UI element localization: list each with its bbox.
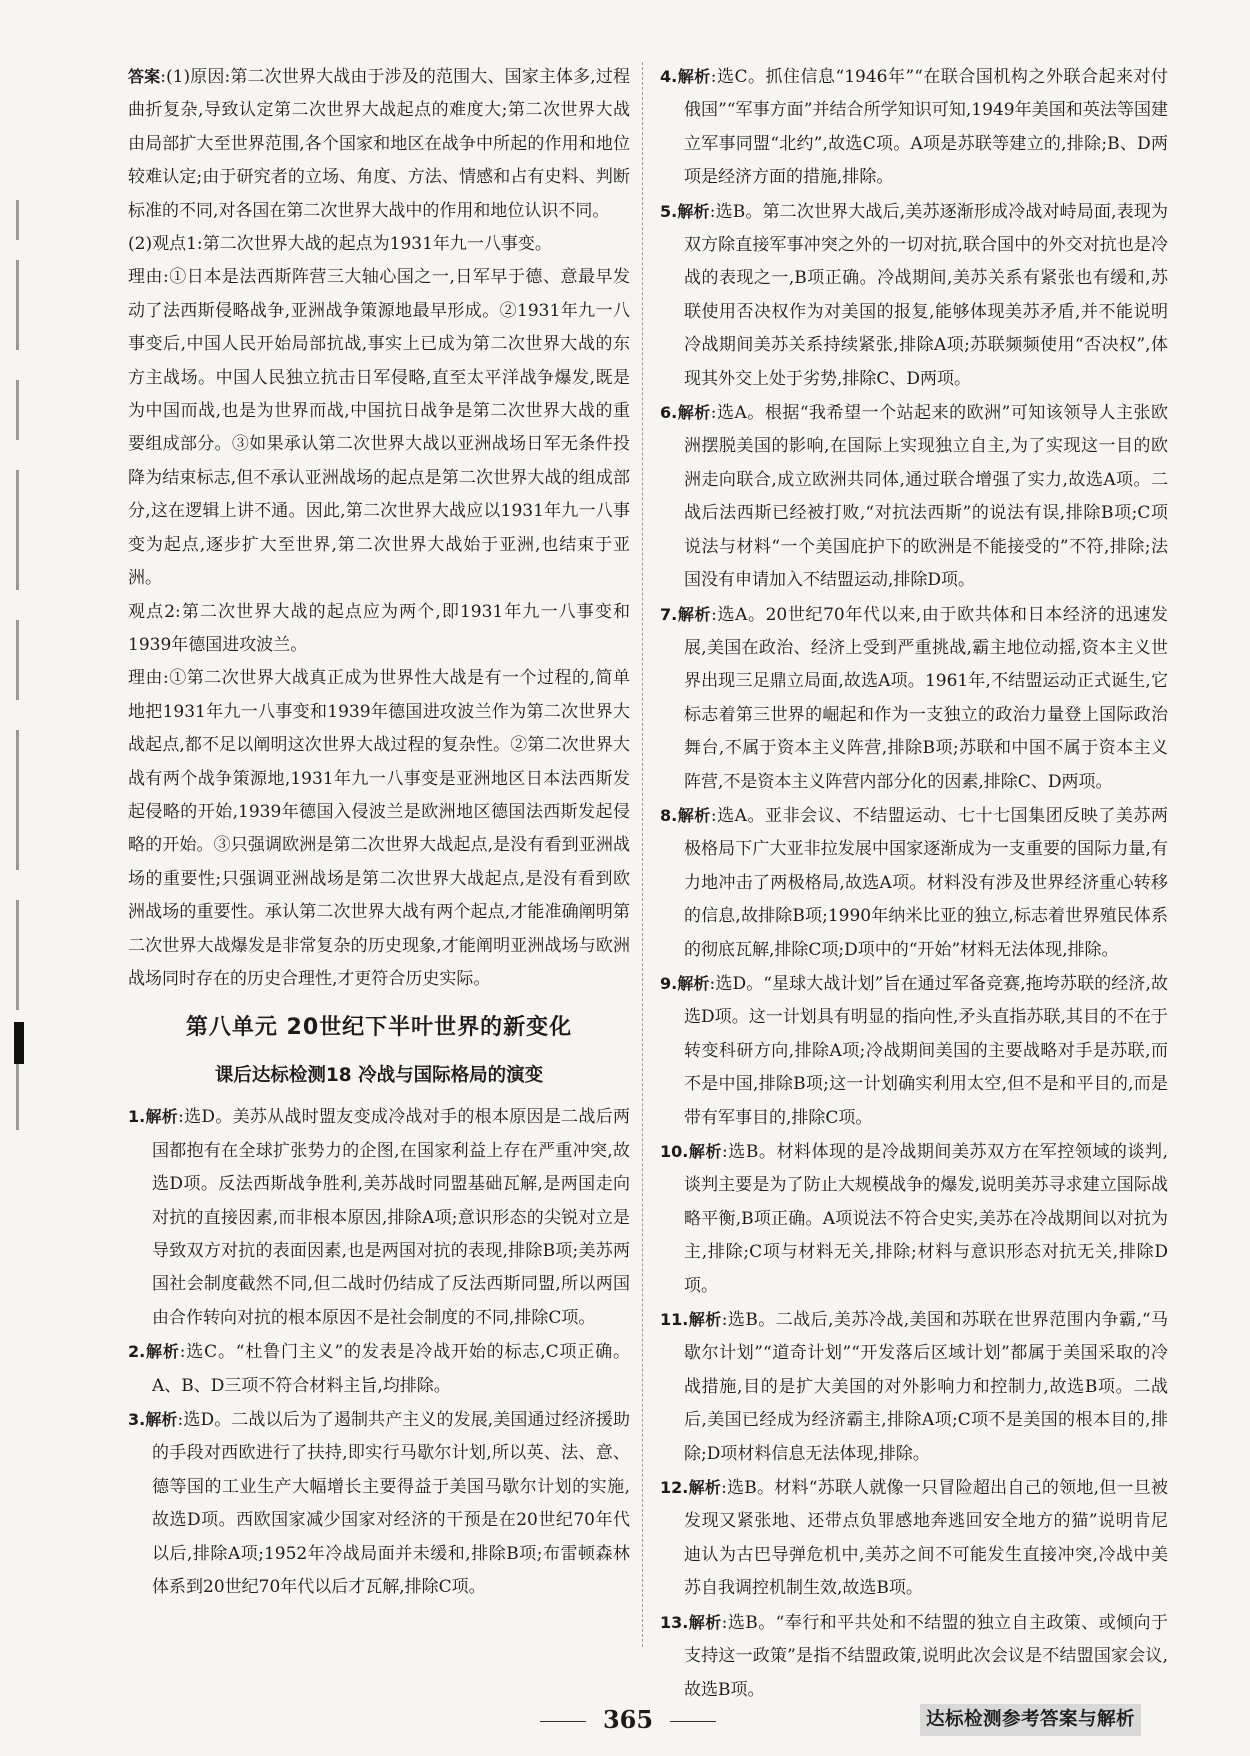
- analysis-text: :选C。“杜鲁门主义”的发表是冷战开始的标志,C项正确。A、B、D三项不符合材料主旨,均排除。: [152, 1342, 630, 1396]
- question-item: [660, 396, 1168, 597]
- answer-paragraph: [128, 60, 630, 228]
- analysis-text: :选D。二战以后为了遏制共产主义的发展,美国通过经济援助的手段对西欧进行了扶持,即实行马歇尔计划,所以英、法、意、德等国的工业生产大幅增长主要得益于美国马歇尔计划的实施,故选D项。西欧国家减少国家对经济的干预是在20世纪70年代以后,排除A项;1952年冷战局面并未缓和,排除B项;布雷顿森林体系到20世纪70年代以后才瓦解,排除C项。: [152, 1410, 630, 1598]
- analysis-label: 解析: [145, 1107, 179, 1127]
- analysis-label: 解析: [677, 805, 711, 825]
- analysis-label: 解析: [677, 201, 710, 221]
- analysis-label: 解析: [688, 1612, 722, 1632]
- question-number: 6.: [660, 403, 678, 423]
- analysis-text: :选B。二战后,美苏冷战,美国和苏联在世界范围内争霸,“马歇尔计划”“道奇计划”“开发落后区域计划”都属于美国采取的冷战措施,目的是扩大美国的对外影响力和控制力,故选B项。二战后,美国已经成为经济霸主,排除A项;C项不是美国的根本目的,排除;D项材料信息无法体现,排除。: [684, 1310, 1168, 1464]
- footer-brand: 达标检测参考答案与解析: [920, 1704, 1141, 1736]
- analysis-label: 解析: [688, 1142, 723, 1161]
- lesson-title: 课后达标检测18 冷战与国际格局的演变: [214, 1065, 544, 1087]
- reason-2: 理由:①第二次世界大战真正成为世界性大战是有一个过程的,简单地把1931年九一八事变和1939年德国进攻波兰作为第二次世界大战起点,都不足以阐明这次世界大战过程的复杂性。②第二次世界大战有两个战争策源地,1931年九一八事变是亚洲地区日本法西斯发起侵略的开始,1939年德国入侵波兰是欧洲地区德国法西斯发起侵略的开始。③只强调欧洲是第二次世界大战起点,是没有看到亚洲战场的重要性;只强调亚洲战场是第二次世界大战起点,是没有看到欧洲战场的重要性。承认第二次世界大战有两个起点,才能准确阐明第二次世界大战爆发是非常复杂的历史现象,才能阐明亚洲战场与欧洲战场同时存在的历史合理性,才更符合历史实际。: [128, 668, 630, 989]
- answer-label: 答案: [128, 67, 161, 86]
- analysis-label: 解析: [145, 1342, 180, 1362]
- question-item: [660, 1135, 1168, 1303]
- footer-dash-right: [670, 1721, 716, 1722]
- binding-edge-marks: [8, 200, 30, 1160]
- viewpoint-2: 观点2:第二次世界大战的起点应为两个,即1931年九一八事变和1939年德国进攻波兰。: [128, 601, 630, 655]
- analysis-label: 解析: [688, 1478, 722, 1498]
- question-item: [660, 1606, 1168, 1707]
- analysis-text: :选D。“星球大战计划”旨在通过军备竞赛,拖垮苏联的经济,故选D项。这一计划具有明显的指向性,矛头直指苏联,其目的不在于转变科研方向,排除A项;冷战期间美国的主要战略对手是苏联,而不是中国,排除B项;这一计划确实利用太空,但不是和平目的,而是带有军事目的,排除C项。: [684, 973, 1168, 1128]
- question-item: [128, 1100, 630, 1335]
- question-item: [660, 967, 1168, 1135]
- analysis-text: :选D。美苏从战时盟友变成冷战对手的根本原因是二战后两国都抱有在全球扩张势力的企图,在国家利益上存在严重冲突,故选D项。反法西斯战争胜利,美苏战时同盟基础瓦解,是两国走向对抗的直接因素,而非根本原因,排除A项;意识形态的尖锐对立是导致双方对抗的表面因素,也是两国对抗的表现,排除B项;美苏两国社会制度截然不同,但二战时仍结成了反法西斯同盟,所以两国由合作转向对抗的根本原因不是社会制度的不同,排除C项。: [152, 1107, 630, 1328]
- analysis-text: :选C。抓住信息“1946年”“在联合国机构之外联合起来对付俄国”“军事方面”并结合所学知识可知,1949年美国和英法等国建立军事同盟“北约”,故选C项。A项是苏联等建立的,排除;B、D两项是经济方面的措施,排除。: [684, 67, 1168, 188]
- question-number: 9.: [660, 973, 678, 993]
- question-number: 2.: [128, 1342, 146, 1362]
- analysis-label: 解析: [677, 604, 712, 624]
- analysis-text: :选B。材料“苏联人就像一只冒险超出自己的领地,但一旦被发现又紧张地、还带点负罪感地奔逃回安全地方的猫”说明肯尼迪认为古巴导弹危机中,美苏之间不可能发生直接冲突,冷战中美苏自我调控机制生效,故选B项。: [684, 1478, 1168, 1599]
- question-item: [660, 598, 1168, 799]
- analysis-text: :选A。亚非会议、不结盟运动、七十七国集团反映了美苏两极格局下广大亚非拉发展中国家逐渐成为一支重要的国际力量,有力地冲击了两极格局,故选A项。材料没有涉及世界经济重心转移的信息,故排除B项;1990年纳米比亚的独立,标志着世界殖民体系的彻底瓦解,排除C项;D项中的“开始”材料无法体现,排除。: [684, 805, 1168, 960]
- question-number: 4.: [660, 67, 678, 86]
- question-number: 10.: [660, 1142, 689, 1161]
- question-number: 3.: [128, 1410, 146, 1430]
- edge-black-mark: [14, 1022, 24, 1064]
- question-item: [660, 60, 1168, 195]
- question-number: 7.: [660, 604, 678, 624]
- question-number: 11.: [660, 1310, 689, 1330]
- column-divider: [642, 62, 643, 1647]
- question-item: [660, 799, 1168, 967]
- analysis-text: :选A。根据“我希望一个站起来的欧洲”可知该领导人主张欧洲摆脱美国的影响,在国际上实现独立自主,为了实现这一目的欧洲走向联合,成立欧洲共同体,通过联合增强了实力,故选A项。二战后法西斯已经被打败,“对抗法西斯”的说法有误,排除B项;C项说法与材料“一个美国庇护下的欧洲是不能接受的”不符,排除;法国没有申请加入不结盟运动,排除D项。: [684, 403, 1168, 591]
- analysis-text: :选B。“奉行和平共处和不结盟的独立自主政策、或倾向于支持这一政策”是指不结盟政策,说明此次会议是不结盟国家会议,故选B项。: [684, 1612, 1168, 1700]
- question-item: [128, 1403, 630, 1604]
- page-footer: [0, 1700, 1250, 1740]
- right-column: [660, 60, 1168, 1707]
- question-number: 5.: [660, 201, 678, 221]
- question-number: 13.: [660, 1612, 689, 1632]
- analysis-text: :选B。第二次世界大战后,美苏逐渐形成冷战对峙局面,表现为双方除直接军事冲突之外的一切对抗,联合国中的外交对抗也是冷战的表现之一,B项正确。冷战期间,美苏关系有紧张也有缓和,苏联使用否决权作为对美国的报复,能够体现美苏矛盾,并不能说明冷战期间美苏关系持续紧张,排除A项;苏联频频使用“否决权”,体现其外交上处于劣势,排除C、D两项。: [684, 201, 1168, 389]
- analysis-label: 解析: [677, 973, 710, 993]
- analysis-label: 解析: [145, 1410, 178, 1430]
- page-number: 365: [602, 1705, 654, 1734]
- question-number: 8.: [660, 805, 678, 825]
- analysis-text: :选B。材料体现的是冷战期间美苏双方在军控领域的谈判,谈判主要是为了防止大规模战争的爆发,说明美苏寻求建立国际战略平衡,B项正确。A项说法不符合史实,美苏在冷战期间以对抗为主,排除;C项与材料无关,排除;材料与意识形态对抗无关,排除D项。: [684, 1142, 1168, 1296]
- reason-1: 理由:①日本是法西斯阵营三大轴心国之一,日军早于德、意最早发动了法西斯侵略战争,亚洲战争策源地最早形成。②1931年九一八事变后,中国人民开始局部抗战,事实上已成为第二次世界大战的东方主战场。中国人民独立抗击日军侵略,直至太平洋战争爆发,既是为中国而战,也是为世界而战,中国抗日战争是第二次世界大战的重要组成部分。③如果承认第二次世界大战以亚洲战场日军无条件投降为结束标志,但不承认亚洲战场的起点是第二次世界大战的组成部分,这在逻辑上讲不通。因此,第二次世界大战应以1931年九一八事变为起点,逐步扩大至世界,第二次世界大战始于亚洲,也结束于亚洲。: [128, 267, 630, 589]
- question-number: 1.: [128, 1107, 146, 1127]
- analysis-label: 解析: [677, 403, 711, 423]
- analysis-label: 解析: [677, 67, 711, 86]
- viewpoint-1: (2)观点1:第二次世界大战的起点为1931年九一八事变。: [128, 234, 552, 255]
- question-number: 12.: [660, 1478, 689, 1498]
- question-item: [660, 195, 1168, 396]
- answer-text: :(1)原因:第二次世界大战由于涉及的范围大、国家主体多,过程曲折复杂,导致认定第二次世界大战起点的难度大;第二次世界大战由局部扩大至世界范围,各个国家和地区在战争中所起的作用和地位较难认定;由于研究者的立场、角度、方法、情感和占有史料、判断标准的不同,对各国在第二次世界大战中的作用和地位认识不同。: [128, 67, 630, 221]
- question-item: [660, 1303, 1168, 1471]
- question-item: [660, 1471, 1168, 1606]
- analysis-text: :选A。20世纪70年代以来,由于欧共体和日本经济的迅速发展,美国在政治、经济上受到严重挑战,霸主地位动摇,资本主义世界出现三足鼎立局面,故选A项。1961年,不结盟运动正式诞生,它标志着第三世界的崛起和作为一支独立的政治力量登上国际政治舞台,不属于资本主义阵营,排除B项;苏联和中国不属于资本主义阵营,不是资本主义阵营内部分化的因素,排除C、D两项。: [684, 604, 1168, 792]
- analysis-label: 解析: [688, 1310, 722, 1330]
- left-column: [128, 60, 630, 1604]
- question-item: [128, 1335, 630, 1403]
- unit-title: 第八单元 20世纪下半叶世界的新变化: [185, 1015, 573, 1041]
